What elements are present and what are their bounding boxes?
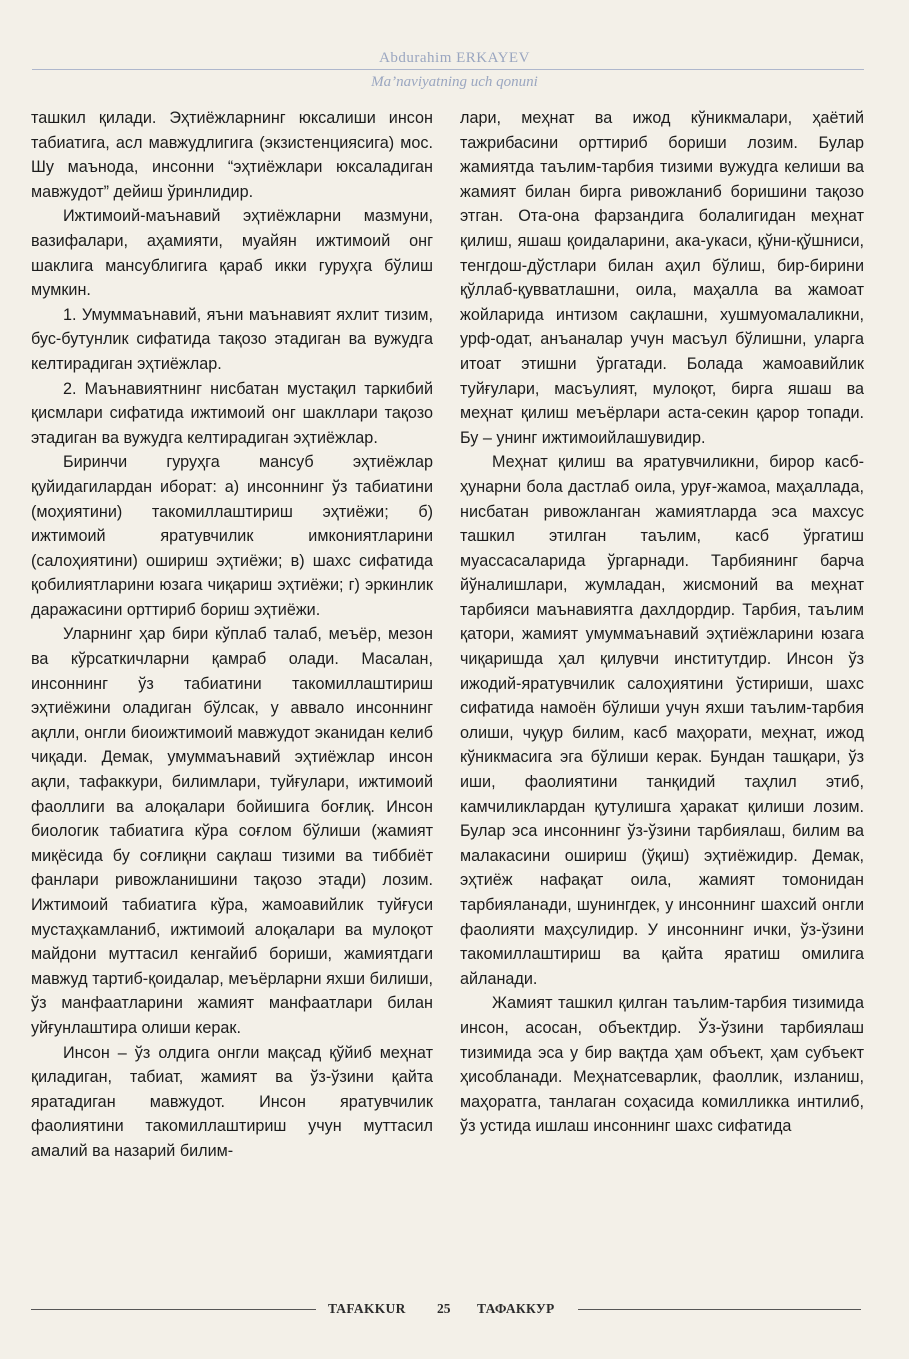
author-name: Abdurahim ERKAYEV <box>379 50 530 66</box>
right-column <box>460 106 864 1139</box>
journal-title-latin: TAFAKKUR <box>328 1301 406 1316</box>
paragraph: Жамият ташкил қилган таълим-тарбия тизимида инсон, асосан, объектдир. Ўз-ўзини тарбиялаш тизимида эса у бир вақтда ҳам объект, ҳам субъект ҳисобланади. Меҳнатсеварлик, фаоллик, изланиш, маҳоратга, танлаган соҳасида комилликка интилиб, ўз устида ишлаш инсоннинг шахс сифатида <box>460 994 864 1136</box>
left-column <box>31 106 433 1164</box>
paragraph: Инсон – ўз олдига онгли мақсад қўйиб меҳнат қиладиган, табиат, жамият ва ўз-ўзини қайта яратадиган мавжудот. Инсон яратувчилик фаолиятини такомиллаштириш учун муттасил амалий ва назарий билим- <box>31 1043 433 1160</box>
running-header <box>0 48 909 92</box>
paragraph: 2. Маънавиятнинг нисбатан мустақил таркибий қисмлари сифатида ижтимоий онг шакллари тақозо этадиган ва вужудга келтирадиган эҳтиёжлар. <box>31 379 433 447</box>
paragraph: Биринчи гуруҳга мансуб эҳтиёжлар қуйидагилардан иборат: а) инсоннинг ўз табиатини (моҳиятини) такомиллаштириш эҳтиёжи; б) ижтимоий яратувчилик имкониятларини (салоҳиятини) ошириш эҳтиёжи; в) шахс сифатида қобилиятларини юзага чиқариш эҳтиёжи; г) эркинлик даражасини орттириб бориш эҳтиёжи. <box>31 453 433 619</box>
paragraph: Уларнинг ҳар бири кўплаб талаб, меъёр, мезон ва кўрсаткичларни қамраб олади. Масалан, инсоннинг ўз табиатини такомиллаштириш эҳтиёжини оладиган бўлсак, у аввало инсоннинг ақлли, онгли биоижтимоий мавжудот эканидан келиб чиқади. Демак, умуммаънавий эҳтиёжлар инсон ақли, тафаккури, билимлари, туйғулари, ижтимоий фаоллиги ва алоқалари бойишига боғлиқ. Инсон биологик табиатига кўра соғлом бўлиши (жамият миқёсида бу соғлиқни сақлаш тизими ва тиббиёт фанлари ривожланишини тақозо этади) лозим. Ижтимоий табиатига кўра, жамоавийлик туйғуси мустаҳкамланиб, ижтимоий алоқалари ва мулоқот майдони муттасил кенгайиб бориши, жамиятдаги мавжуд тартиб-қоидалар, меъёрларни яхши билиши, ўз манфаатларини жамият манфаатлари билан уйғунлаштира олиши керак. <box>31 625 433 1037</box>
page-number: 25 <box>437 1301 451 1316</box>
page-footer <box>0 1298 909 1322</box>
book-title: Ma’naviyatning uch qonuni <box>371 74 538 90</box>
paragraph: 1. Умуммаънавий, яъни маънавият яхлит тизим, бус-бутунлик сифатида тақозо этадиган ва вужудга келтирадиган эҳтиёжлар. <box>31 305 433 373</box>
paragraph: Меҳнат қилиш ва яратувчиликни, бирор касб-ҳунарни бола дастлаб оила, уруғ-жамоа, маҳаллада, нисбатан ривожланган жамиятларда эса махсус ташкил этилган таълим, касб ўргатиш муассасаларида ўргарнади. Тарбиянинг барча йўналишлари, жумладан, жисмоний ва меҳнат тарбияси маънавиятга дахлдордир. Тарбия, таълим қатори, жамият умуммаънавий эҳтиёжларини юзага чиқаришда ҳал қилувчи институтдир. Инсон ўз ижодий-яратувчилик салоҳиятини ўстириши, шахс сифатида намоён бўлиши учун яхши таълим-тарбия олиши, чуқур билим, касб маҳорати, меҳнат, ижод кўникмасига эга бўлиши керак. Бундан ташқари, ўз иши, фаолиятини танқидий таҳлил этиб, камчиликлардан қутулишга ҳаракат қилиши лозим. Булар эса инсоннинг ўз-ўзини тарбиялаш, билим ва малакасини ошириш (ўқиш) эҳтиёжидир. Демак, эҳтиёж нафақат оила, жамият томонидан тарбияланади, шунингдек, у инсоннинг шахсий онгли фаолияти маҳсулидир. У инсоннинг ички, ўз-ўзини такомиллаштириш ва қайта яратиш омилига айланади. <box>460 453 864 988</box>
header-divider <box>32 69 864 70</box>
journal-title-cyrillic: ТАФАККУР <box>477 1301 555 1316</box>
paragraph: Ижтимоий-маънавий эҳтиёжларни мазмуни, вазифалари, аҳамияти, муайян ижтимоий онг шаклига мансублигига қараб икки гуруҳга бўлиш мумкин. <box>31 207 433 300</box>
paragraph: лари, меҳнат ва ижод кўникмалари, ҳаётий тажрибасини орттириб бориши лозим. Булар жамиятда таълим-тарбия тизими вужудга келиши ва жамият билан бирга ривожланиб боришини тақозо этган. Ота-она фарзандига болалигидан меҳнат қилиш, яшаш қоидаларини, ака-укаси, қўни-қўшниси, тенгдош-дўстлари билан аҳил бўлиш, бир-бирини қўллаб-қувватлашни, оила, маҳалла ва жамоат жойларида интизом сақлашни, хушмуомалаликни, урф-одат, анъаналар учун масъул бўлишни, уларга итоат этишни ўргатади. Болада жамоавийлик туйғулари, масъулият, мулоқот, бирга яшаш ва меҳнат қилиш меъёрлари аста-секин қарор топади. Бу – унинг ижтимоийлашувидир. <box>460 109 864 447</box>
paragraph: ташкил қилади. Эҳтиёжларнинг юксалиши инсон табиатига, асл мавжудлигига (экзистенциясига) мос. Шу маънода, инсонни “эҳтиёжлари юксаладиган мавжудот” дейиш ўринлидир. <box>31 109 433 201</box>
footer-rule-right <box>578 1309 861 1310</box>
footer-rule-left <box>31 1309 316 1310</box>
